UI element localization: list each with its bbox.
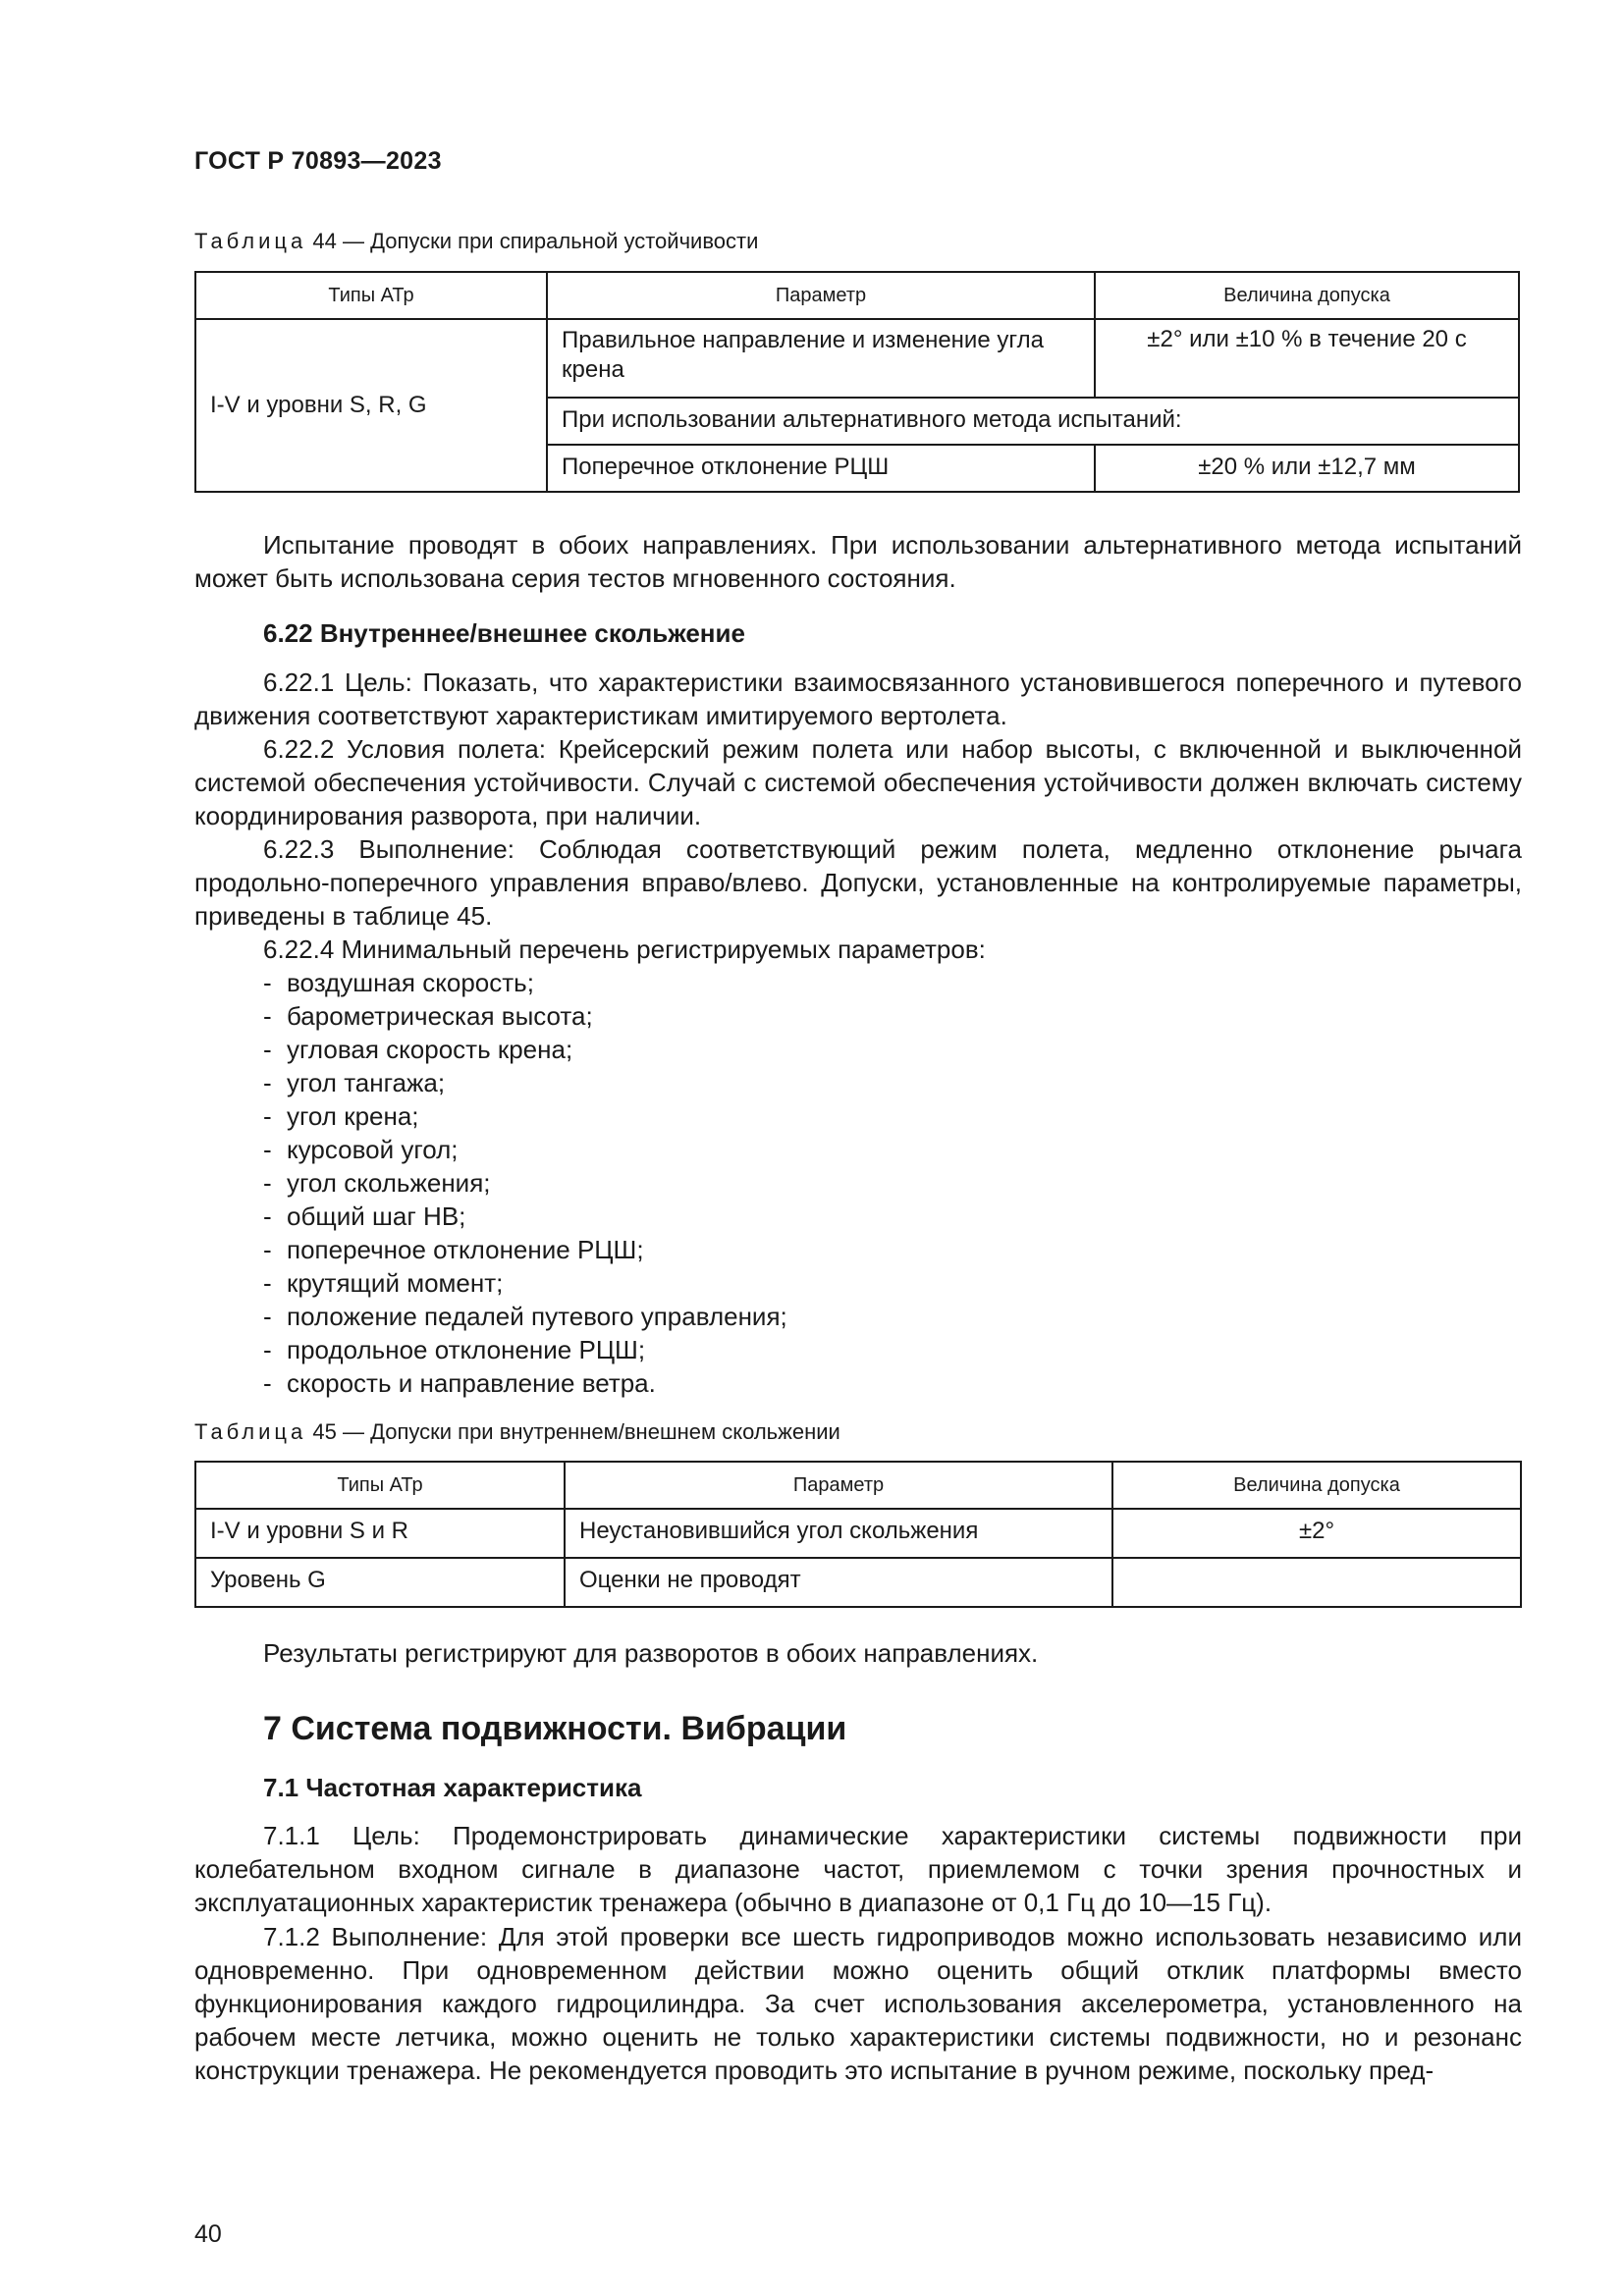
list-item: - угол тангажа; (263, 1066, 787, 1099)
table-row (195, 1509, 1521, 1558)
table-45-cell: Неустановившийся угол скольжения (565, 1509, 1112, 1558)
section-7-title: 7 Система подвижности. Вибрации (263, 1710, 847, 1747)
section-7-1-title: 7.1 Частотная характеристика (263, 1773, 642, 1802)
paragraph-6-22-4: 6.22.4 Минимальный перечень регистрируемых параметров: (263, 934, 986, 964)
table-44-row1-value: ±2° или ±10 % в течение 20 с (1095, 319, 1519, 398)
table-45-caption-word: Таблица (194, 1419, 307, 1444)
table-45-cell: Уровень G (195, 1558, 565, 1607)
table-45-cell (1112, 1558, 1521, 1607)
table-44 (194, 271, 1520, 493)
list-item: - курсовой угол; (263, 1133, 787, 1166)
list-item: - угловая скорость крена; (263, 1033, 787, 1066)
table-44-header-param: Параметр (547, 272, 1095, 319)
table-44-header-types: Типы АТр (195, 272, 547, 319)
list-item: - продольное отклонение РЦШ; (263, 1333, 787, 1366)
table-44-row3-param: Поперечное отклонение РЦШ (547, 445, 1095, 492)
table-45-header-param: Параметр (565, 1462, 1112, 1509)
paragraph-results: Результаты регистрируют для разворотов в обоих направлениях. (263, 1638, 1039, 1668)
paragraph-6-22-1: 6.22.1 Цель: Показать, что характеристики взаимосвязанного установившегося поперечного и путевого движения соответствуют характеристикам имитируемого вертолета. (194, 667, 1522, 730)
table-45-cell: ±2° (1112, 1509, 1521, 1558)
list-item: - скорость и направление ветра. (263, 1366, 787, 1400)
table-45-header-value: Величина допуска (1112, 1462, 1521, 1509)
document-header: ГОСТ Р 70893—2023 (194, 147, 442, 175)
table-45-cell: I-V и уровни S и R (195, 1509, 565, 1558)
section-6-22-title: 6.22 Внутреннее/внешнее скольжение (263, 618, 745, 648)
list-item: - поперечное отклонение РЦШ; (263, 1233, 787, 1266)
table-45-caption-text: 45 — Допуски при внутреннем/внешнем скольжении (312, 1419, 840, 1444)
table-44-caption-word: Таблица (194, 229, 307, 253)
paragraph-7-1-1: 7.1.1 Цель: Продемонстрировать динамические характеристики системы подвижности при колебательном входном сигнале в диапазоне частот, приемлемом с точки зрения прочностных и эксплуатационных характеристик тренажера (обычно в диапазоне от 0,1 Гц до 10—15 Гц). (194, 1821, 1522, 1917)
list-item: - положение педалей путевого управления; (263, 1300, 787, 1333)
list-item: - крутящий момент; (263, 1266, 787, 1300)
table-44-row1-param: Правильное направление и изменение угла крена (547, 319, 1095, 398)
table-45-cell: Оценки не проводят (565, 1558, 1112, 1607)
page-number: 40 (194, 2220, 222, 2248)
paragraph-6-22-2: 6.22.2 Условия полета: Крейсерский режим полета или набор высоты, с включенной и выключенной системой обеспечения устойчивости. Случай с системой обеспечения устойчивости должен включать систему координирования разворота, при наличии. (194, 734, 1522, 830)
table-44-row3-value: ±20 % или ±12,7 мм (1095, 445, 1519, 492)
table-44-header-value: Величина допуска (1095, 272, 1519, 319)
table-44-caption (194, 229, 758, 254)
table-row (195, 1558, 1521, 1607)
paragraph-6-22-3: 6.22.3 Выполнение: Соблюдая соответствующий режим полета, медленно отклонение рычага продольно-поперечного управления вправо/влево. Допуски, установленные на контролируемые параметры, приведены в таблице 45. (194, 834, 1522, 931)
table-45-header-types: Типы АТр (195, 1462, 565, 1509)
list-item: - угол крена; (263, 1099, 787, 1133)
paragraph-both-directions: Испытание проводят в обоих направлениях. При использовании альтернативного метода испытаний может быть использована серия тестов мгновенного состояния. (194, 530, 1522, 593)
paragraph-7-1-2: 7.1.2 Выполнение: Для этой проверки все шесть гидроприводов можно использовать независимо или одновременно. При одновременном действии можно оценить общий отклик платформы вместо функционирования каждого гидроцилиндра. За счет использования акселерометра, установленного на рабочем месте летчика, можно оценить не только характеристики системы подвижности, но и резонанс конструкции тренажера. Не рекомендуется проводить это испытание в ручном режиме, поскольку пред- (194, 1922, 1522, 2085)
table-45 (194, 1461, 1522, 1608)
list-item: - общий шаг НВ; (263, 1200, 787, 1233)
list-item: - воздушная скорость; (263, 966, 787, 999)
list-item: - угол скольжения; (263, 1166, 787, 1200)
table-44-type-cell: I-V и уровни S, R, G (195, 319, 547, 492)
list-item: - барометрическая высота; (263, 999, 787, 1033)
table-44-caption-text: 44 — Допуски при спиральной устойчивости (312, 229, 759, 253)
table-45-caption (194, 1419, 840, 1445)
table-44-row2-param: При использовании альтернативного метода испытаний: (547, 398, 1519, 445)
parameters-list (263, 966, 787, 1400)
